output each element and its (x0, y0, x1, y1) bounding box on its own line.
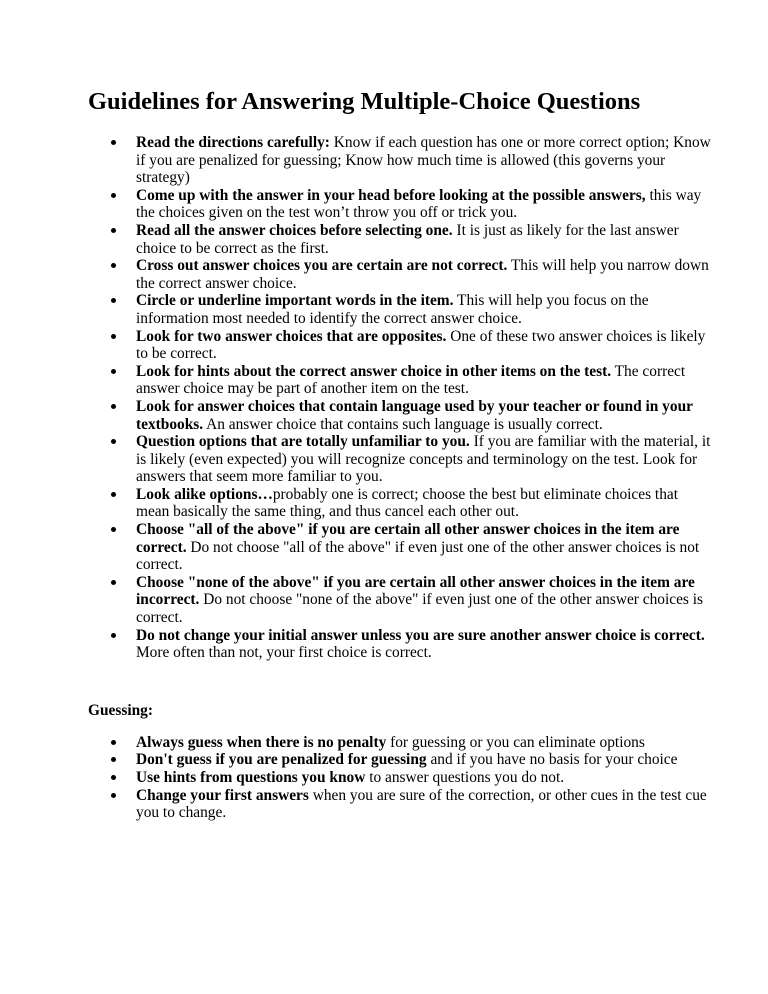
list-item (88, 734, 712, 752)
item-text: If you are familiar with the material, it is likely (even expected) you will recognize concepts and terminology on the test. Look for answers that seem more familiar to you. (136, 433, 711, 486)
bullet-icon (111, 527, 116, 532)
guessing-heading: Guessing: (88, 701, 153, 719)
list-item (88, 398, 712, 433)
item-text: probably one is correct; choose the best but eliminate choices that mean basically the same thing, and thus cancel each other out. (136, 485, 678, 521)
list-item (88, 787, 712, 822)
item-text: Do not choose "all of the above" if even just one of the other answer choices is not correct. (136, 538, 700, 574)
bullet-icon (111, 228, 116, 233)
list-item (88, 574, 712, 627)
list-item (88, 187, 712, 222)
item-text: It is just as likely for the last answer choice to be correct as the first. (136, 221, 679, 257)
item-lead: Look for answer choices that contain language used by your teacher or found in your textbooks. (136, 397, 693, 433)
list-item (88, 257, 712, 292)
item-lead: Come up with the answer in your head before looking at the possible answers, (136, 186, 646, 204)
list-item (88, 751, 712, 769)
item-text: An answer choice that contains such language is usually correct. (203, 415, 603, 433)
item-text: this way the choices given on the test won’t throw you off or trick you. (136, 186, 702, 222)
bullet-icon (111, 298, 116, 303)
item-text: Do not choose "none of the above" if even just one of the other answer choices is correct. (136, 591, 704, 627)
bullet-icon (111, 775, 116, 780)
guidelines-list (88, 134, 712, 662)
item-text: The correct answer choice may be part of another item on the test. (136, 362, 686, 398)
list-item (88, 486, 712, 521)
item-lead: Question options that are totally unfamiliar to you. (136, 433, 470, 451)
bullet-icon (111, 369, 116, 374)
item-text: This will help you focus on the information most needed to identify the correct answer choice. (136, 292, 649, 327)
item-text: and if you have no basis for your choice (426, 751, 678, 769)
item-lead: Cross out answer choices you are certain are not correct. (136, 257, 508, 275)
list-item (88, 222, 712, 257)
list-item (88, 292, 712, 327)
item-lead: Read the directions carefully: (136, 134, 330, 151)
list-item (88, 328, 712, 363)
list-item (88, 134, 712, 187)
item-text: for guessing or you can eliminate options (386, 733, 645, 751)
item-text: This will help you narrow down the correct answer choice. (136, 257, 709, 292)
bullet-icon (111, 492, 116, 497)
bullet-icon (111, 633, 116, 638)
item-lead: Do not change your initial answer unless you are sure another answer choice is correct. (136, 626, 705, 644)
bullet-icon (111, 793, 116, 798)
bullet-icon (111, 740, 116, 745)
item-lead: Look for two answer choices that are opposites. (136, 327, 447, 345)
item-text: when you are sure of the correction, or other cues in the test cue you to change. (136, 786, 707, 822)
item-lead: Change your first answers (136, 786, 309, 804)
item-lead: Choose "none of the above" if you are certain all other answer choices in the item are incorrect. (136, 573, 695, 609)
bullet-icon (111, 439, 116, 444)
item-text: One of these two answer choices is likely to be correct. (136, 327, 706, 363)
item-lead: Circle or underline important words in the item. (136, 292, 454, 310)
guessing-list (88, 734, 712, 822)
item-lead: Use hints from questions you know (136, 769, 366, 786)
item-lead: Look for hints about the correct answer choice in other items on the test. (136, 362, 612, 380)
list-item (88, 363, 712, 398)
bullet-icon (111, 263, 116, 268)
bullet-icon (111, 757, 116, 762)
item-lead: Always guess when there is no penalty (136, 733, 387, 751)
list-item (88, 433, 712, 486)
item-text: Know if each question has one or more correct option; Know if you are penalized for guessing; Know how much time is allowed (this governs your strategy) (136, 134, 711, 187)
item-lead: Choose "all of the above" if you are certain all other answer choices in the item are correct. (136, 521, 680, 556)
bullet-icon (111, 140, 116, 145)
item-lead: Read all the answer choices before selecting one. (136, 221, 453, 239)
list-item (88, 627, 712, 662)
bullet-icon (111, 193, 116, 198)
item-text: to answer questions you do not. (365, 769, 565, 786)
bullet-icon (111, 580, 116, 585)
list-item (88, 769, 712, 787)
list-item (88, 521, 712, 574)
item-lead: Look alike options… (136, 485, 273, 503)
item-lead: Don't guess if you are penalized for guessing (136, 751, 427, 769)
bullet-icon (111, 404, 116, 409)
page-title: Guidelines for Answering Multiple-Choice Questions (88, 88, 641, 115)
item-text: More often than not, your first choice is correct. (136, 644, 432, 662)
bullet-icon (111, 334, 116, 339)
